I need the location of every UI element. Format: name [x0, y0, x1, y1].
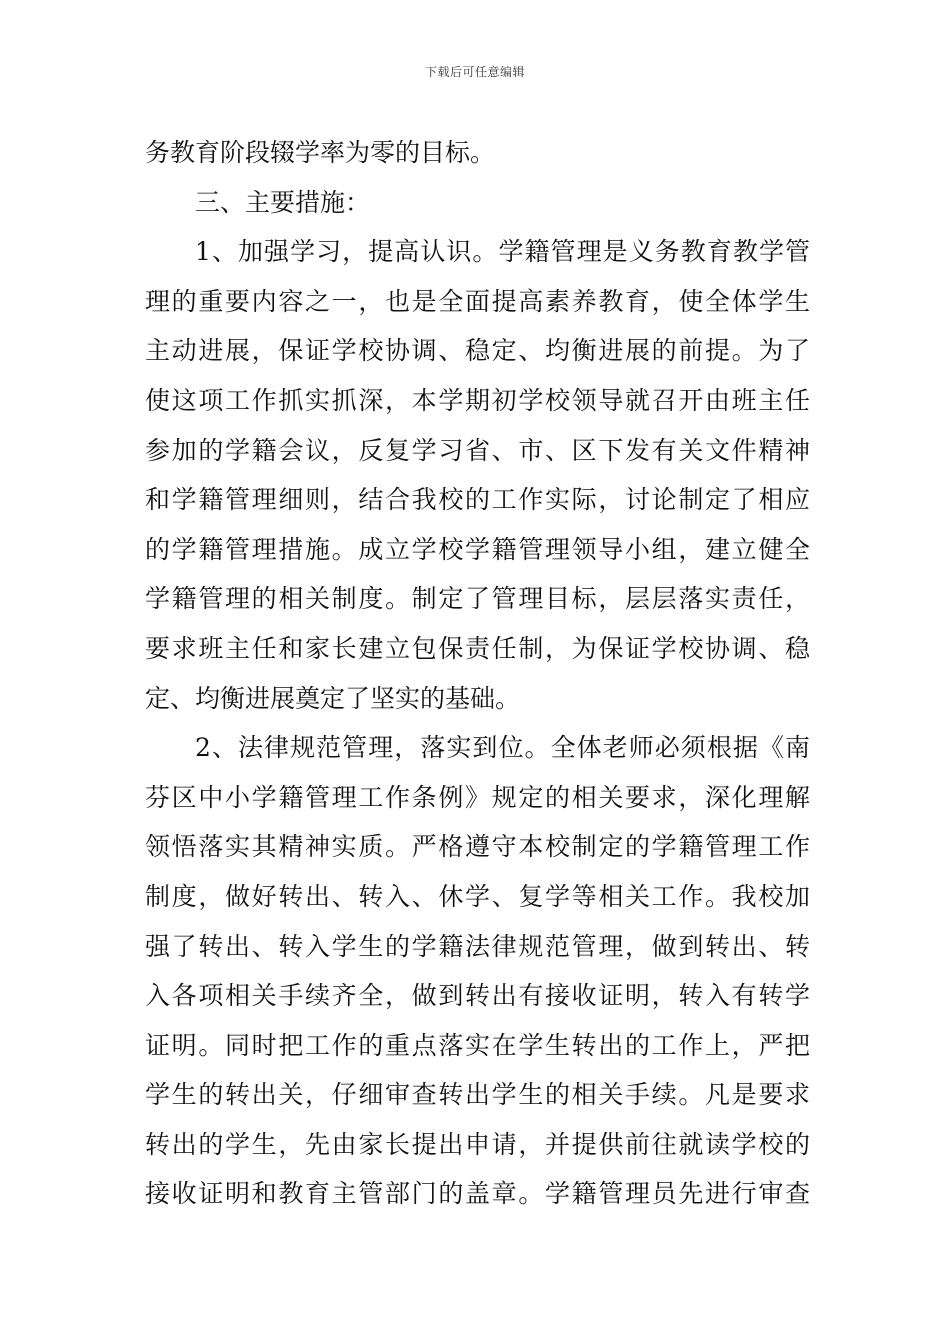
- text-line: 要求班主任和家长建立包保责任制，为保证学校协调、稳: [145, 633, 810, 663]
- text-line: 理的重要内容之一，也是全面提高素养教育，使全体学生: [145, 286, 810, 316]
- text-line: 主动进展，保证学校协调、稳定、均衡进展的前提。为了: [145, 336, 810, 366]
- page-header: 下载后可任意编辑: [424, 65, 525, 79]
- text-line: 1、加强学习，提高认识。学籍管理是义务教育教学管: [195, 237, 810, 267]
- body-text: [145, 128, 810, 1219]
- text-line: 的学籍管理措施。成立学校学籍管理领导小组，建立健全: [145, 534, 810, 564]
- text-line: 2、法律规范管理，落实到位。全体老师必须根据《南: [195, 733, 810, 763]
- text-line: 参加的学籍会议，反复学习省、市、区下发有关文件精神: [145, 435, 810, 465]
- text-line: 领悟落实其精神实质。严格遵守本校制定的学籍管理工作: [145, 832, 810, 862]
- text-line: 强了转出、转入学生的学籍法律规范管理，做到转出、转: [145, 931, 810, 961]
- text-line: 学籍管理的相关制度。制定了管理目标，层层落实责任，: [145, 584, 810, 614]
- text-line: 接收证明和教育主管部门的盖章。学籍管理员先进行审查: [145, 1179, 810, 1209]
- text-line: 定、均衡进展奠定了坚实的基础。: [145, 683, 521, 713]
- text-line: 证明。同时把工作的重点落实在学生转出的工作上，严把: [145, 1030, 810, 1060]
- text-line: 三、主要措施：: [195, 187, 371, 217]
- text-line: 入各项相关手续齐全，做到转出有接收证明，转入有转学: [145, 981, 810, 1011]
- text-line: 和学籍管理细则，结合我校的工作实际，讨论制定了相应: [145, 485, 810, 515]
- text-line: 转出的学生，先由家长提出申请，并提供前往就读学校的: [145, 1129, 810, 1159]
- text-line: 使这项工作抓实抓深，本学期初学校领导就召开由班主任: [145, 385, 810, 415]
- text-line: 制度，做好转出、转入、休学、复学等相关工作。我校加: [145, 881, 810, 911]
- text-line: 芬区中小学籍管理工作条例》规定的相关要求，深化理解: [145, 782, 810, 812]
- text-line: 学生的转出关，仔细审查转出学生的相关手续。凡是要求: [145, 1080, 810, 1110]
- text-line: 务教育阶段辍学率为零的目标。: [145, 138, 496, 167]
